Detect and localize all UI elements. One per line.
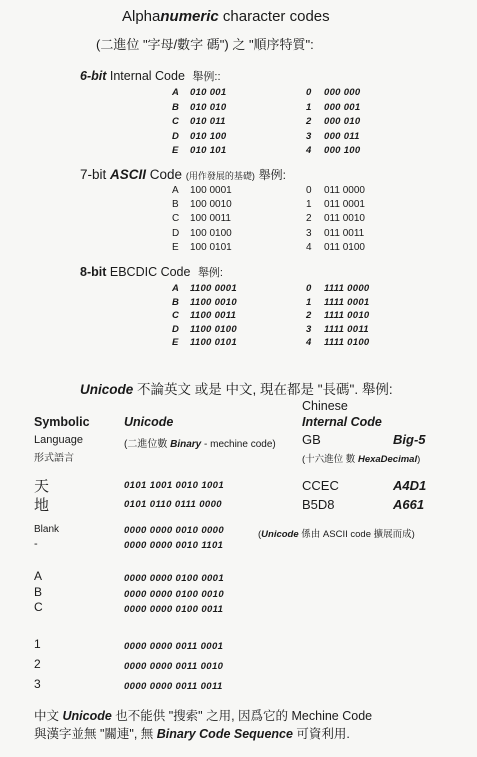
code-value: 011 0000 [324,185,365,196]
code-row [172,323,237,337]
code-row [172,227,232,241]
code-row [306,296,370,310]
row-unicode: 0101 1001 0010 1001 [124,480,225,491]
ascii-extension-note [258,526,415,540]
code-key: 1 [306,296,312,308]
heading-text: EBCDIC Code [106,265,191,279]
code-row [172,115,226,130]
page-subtitle: (二進位 "字母/數字 碼") 之 "順序特質": [96,37,314,52]
bit7-left-list [172,184,232,255]
gb-heading: GB [302,432,321,447]
language-label-zh: 形式語言 [34,453,74,464]
col-internal-heading: Internal Code [302,415,382,429]
symbol-label: 3 [34,677,41,691]
code-key: 2 [306,116,312,127]
code-key: C [172,310,180,322]
heading-text: Code [146,167,183,182]
code-key: 4 [306,337,312,349]
code-key: 4 [306,145,312,156]
row-sym: 地 [34,496,50,514]
code-row [172,296,237,310]
row-big5: A661 [393,497,425,512]
code-row [306,86,360,101]
code-key: 0 [306,185,312,196]
code-row [306,227,365,241]
code-row [306,241,365,255]
code-key: A [172,185,179,196]
code-value: 100 0010 [190,199,232,211]
code-key: 2 [306,310,312,322]
code-key: D [172,227,180,239]
title-part: Alpha [122,8,161,25]
code-row [306,184,365,198]
code-value: 1111 0000 [324,283,370,294]
letters-codes [124,571,224,618]
code-value: 1100 0100 [190,323,237,335]
footer-text: 與漢字並無 "關連", 無 [34,727,157,741]
binary-note [124,435,276,450]
unicode-value: 0000 0000 0100 0011 [124,604,224,615]
code-value: 1111 0100 [324,337,370,349]
code-row [306,282,370,296]
code-row [306,323,370,337]
example-label: 舉例: [258,168,286,182]
code-value: 000 000 [324,87,361,98]
digits-labels [34,634,41,694]
intro-text: 不論英文 或是 中文, 現在都是 "長碼". 舉例: [133,382,393,397]
code-value: 011 0011 [324,227,365,239]
code-key: E [172,145,179,156]
col-symbolic-heading: Symbolic [34,415,90,429]
code-value: 1100 0011 [190,310,237,322]
code-row [306,336,370,350]
bit8-left-list [172,282,237,350]
code-value: 010 101 [190,145,227,156]
symbol-label: C [34,600,43,614]
heading-note: (用作發展的基礎) [185,171,255,181]
note-bold: Unicode [261,529,299,540]
code-value: 000 011 [324,130,360,142]
code-value: 000 010 [324,116,361,127]
code-value: 100 0101 [190,241,232,253]
code-value: 1111 0010 [324,310,370,322]
code-row [306,212,365,226]
bit6-right-list [306,86,360,159]
code-row [172,130,226,145]
code-key: 3 [306,227,312,239]
code-row [306,101,360,116]
code-key: E [172,337,179,349]
footer-text: 中文 [34,709,63,723]
code-value: 1100 0001 [190,283,237,294]
page-title [122,8,330,25]
footer-line-2 [34,724,350,742]
note-text: (十六進位 數 [302,454,358,465]
heading-text: Internal Code [106,69,185,83]
footer-text: 也不能供 "搜索" 之用, 因爲它的 Mechine Code [111,709,373,723]
unicode-value: 0000 0000 0011 0001 [124,641,224,652]
row-gb: CCEC [302,478,339,493]
note-bold: HexaDecimal [357,454,418,465]
note-text: ( [258,529,262,540]
note-text: 係由 ASCII code 擴展而成) [298,529,415,540]
footer-bold: Binary Code Sequence [156,727,293,741]
code-row [172,336,237,350]
code-key: 4 [306,241,312,253]
code-value: 1111 0011 [324,323,369,335]
intro-bold: Unicode [80,382,134,397]
bit8-right-list [306,282,370,350]
dash-label: - [34,538,38,550]
section-6bit-heading [80,68,221,84]
unicode-value: 0000 0000 0011 0010 [124,661,224,672]
bit7-right-list [306,184,365,255]
blank-code: 0000 0000 0010 0000 [124,525,225,536]
code-row [306,309,370,323]
code-key: C [172,116,180,127]
code-key: 1 [306,101,312,113]
code-value: 000 001 [324,101,361,113]
symbol-label: B [34,584,43,599]
code-key: D [172,323,180,335]
col-unicode-heading: Unicode [124,415,174,429]
row-gb: B5D8 [302,497,335,512]
section-8bit-heading [80,264,223,280]
code-key: E [172,241,179,253]
digits-codes [124,637,223,697]
note-text: ) [417,454,421,465]
title-emphasis: numeric [160,8,219,25]
code-row [172,101,226,116]
title-part: character codes [218,8,330,25]
example-label: 舉例: [197,267,223,279]
code-row [306,115,360,130]
symbol-label: A [34,569,43,583]
unicode-value: 0000 0000 0011 0011 [124,681,223,692]
code-key: 2 [306,213,312,225]
code-key: A [172,87,180,98]
code-value: 011 0010 [324,213,365,225]
code-row [172,309,237,323]
unicode-value: 0000 0000 0100 0001 [124,573,225,584]
symbol-label: 2 [34,657,41,671]
code-row [172,282,237,296]
code-value: 1100 0010 [190,296,237,308]
note-text: (二進位數 [124,439,171,450]
language-label: Language [34,434,83,446]
code-row [172,212,232,226]
code-row [172,241,232,255]
row-big5: A4D1 [393,478,427,493]
code-value: 100 0001 [190,185,232,196]
code-key: 3 [306,130,312,142]
code-key: B [172,101,180,113]
section-7bit-heading [80,166,286,183]
heading-bold: 6-bit [80,69,107,83]
note-text: - mechine code) [201,439,276,450]
symbol-label: 1 [34,637,41,651]
code-key: A [172,283,180,294]
code-value: 010 001 [190,87,227,98]
code-value: 010 100 [190,130,227,142]
code-value: 1111 0001 [324,296,370,308]
unicode-intro [80,378,393,398]
heading-text: 7-bit [80,167,111,182]
unicode-value: 0000 0000 0100 0010 [124,588,225,600]
code-row [306,198,365,212]
code-row [172,184,232,198]
code-value: 011 0100 [324,241,365,253]
code-row [306,130,360,145]
heading-bold: ASCII [110,167,147,182]
big5-heading: Big-5 [393,432,426,447]
blank-label: Blank [34,524,60,535]
hex-note [302,451,420,465]
code-value: 1100 0101 [190,337,237,349]
code-value: 010 010 [190,101,227,113]
code-value: 100 0100 [190,227,232,239]
dash-code: 0000 0000 0010 1101 [124,540,224,551]
code-key: 1 [306,199,312,211]
bit6-left-list [172,86,226,159]
code-key: 0 [306,283,312,294]
code-value: 011 0001 [324,199,365,211]
row-sym: 天 [34,477,50,495]
footer-bold: Unicode [62,709,112,723]
code-key: 0 [306,87,312,98]
code-key: B [172,199,179,211]
code-value: 000 100 [324,145,361,156]
code-key: C [172,213,180,225]
letters-labels [34,569,43,616]
code-value: 100 0011 [190,213,231,225]
example-label: 舉例:: [192,71,221,83]
note-bold: Binary [170,439,202,450]
row-unicode: 0101 0110 0111 0000 [124,499,222,510]
code-key: 3 [306,323,312,335]
code-key: D [172,130,180,142]
footer-line-1 [34,706,372,724]
code-value: 010 011 [190,116,226,127]
footer-text: 可資利用. [292,727,350,741]
code-row [306,144,360,159]
heading-bold: 8-bit [80,265,107,279]
col-chinese-heading: Chinese [302,399,348,413]
code-row [172,198,232,212]
code-key: B [172,296,180,308]
code-row [172,86,226,101]
code-row [172,144,226,159]
